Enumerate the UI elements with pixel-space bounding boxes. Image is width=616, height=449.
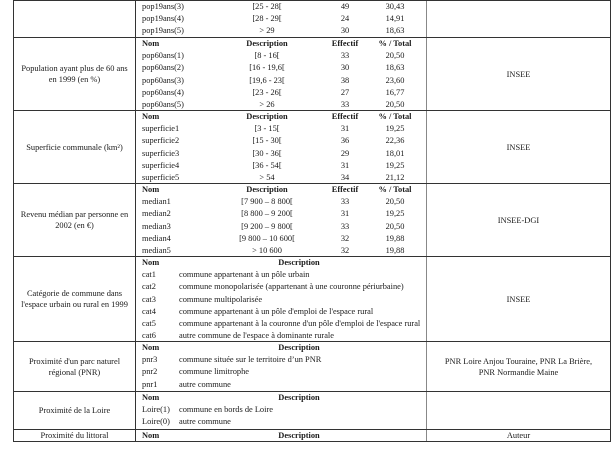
header-row: Nom Description Effectif % / Total <box>142 185 412 194</box>
source-cell <box>426 392 611 429</box>
table-row: median1 [7 900 – 8 800[ 33 20,50 <box>142 197 405 207</box>
modalities <box>136 257 426 341</box>
variable-label: Proximité de la Loire <box>13 392 136 429</box>
variable-label: Proximité du littoral <box>13 430 136 441</box>
header-row: Nom Description <box>142 393 320 402</box>
source-cell: Auteur <box>426 430 611 441</box>
modalities <box>136 430 426 441</box>
row-pop60 <box>13 38 611 111</box>
variable-label: Superficie communale (km²) <box>13 111 136 183</box>
table-row: cat1 commune appartenant à un pôle urbain <box>142 270 310 280</box>
table-row: median2 [8 800 – 9 200[ 31 19,25 <box>142 209 405 219</box>
table-row: pnr1 autre commune <box>142 379 231 389</box>
table-row: cat2 commune monopolarisée (appartenant à une couronne périurbaine) <box>142 282 404 292</box>
row-categorie <box>13 257 611 342</box>
row-superficie <box>13 111 611 184</box>
table-row: pop60ans(3) [19,6 - 23[ 38 23,60 <box>142 75 405 85</box>
table-row: median5 > 10 600 32 19,88 <box>142 245 405 255</box>
source-cell: INSEE-DGI <box>426 184 611 256</box>
table-row: median4 [9 800 – 10 600[ 32 19,88 <box>142 233 405 243</box>
variable-label: Catégorie de commune dans l'espace urbain ou rural en 1999 <box>13 257 136 341</box>
table-row: cat6 autre commune de l'espace à dominante rurale <box>142 331 334 341</box>
table-row: pop19ans(3) [25 - 28[ 49 30,43 <box>142 2 405 11</box>
modalities <box>136 1 426 37</box>
table-row: pop19ans(5) > 29 30 18,63 <box>142 26 405 36</box>
source-cell: INSEE <box>426 257 611 341</box>
table-row: pop60ans(2) [16 - 19,6[ 30 18,63 <box>142 63 405 73</box>
table-row: superficie4 [36 - 54[ 31 19,25 <box>142 160 405 170</box>
table-row: pnr2 commune limitrophe <box>142 367 250 377</box>
source-cell: INSEE <box>426 111 611 183</box>
table-row: superficie3 [30 - 36[ 29 18,01 <box>142 148 405 158</box>
source-cell: INSEE <box>426 38 611 110</box>
table-row: Loire(0) autre commune <box>142 417 231 427</box>
row-loire <box>13 392 611 430</box>
header-row: Nom Description <box>142 431 320 440</box>
modalities <box>136 38 426 110</box>
table-row: superficie1 [3 - 15[ 31 19,25 <box>142 124 405 134</box>
header-row: Nom Description Effectif % / Total <box>142 39 412 48</box>
table-row: Loire(1) commune en bords de Loire <box>142 405 273 415</box>
table-row: superficie5 > 54 34 21,12 <box>142 172 405 182</box>
variable-label: Population ayant plus de 60 ans en 1999 (en %) <box>13 38 136 110</box>
modalities <box>136 342 426 391</box>
row-littoral <box>13 430 611 442</box>
header-row: Nom Description <box>142 343 320 352</box>
variables-table <box>13 0 611 441</box>
variable-label: Proximité d'un parc naturel régional (PNR) <box>13 342 136 391</box>
table-row: pop60ans(1) [8 - 16[ 33 20,50 <box>142 51 405 61</box>
table-row: pop60ans(5) > 26 33 20,50 <box>142 99 405 109</box>
table-row: pnr3 commune située sur le territoire d’un PNR <box>142 355 322 365</box>
table-row: pop19ans(4) [28 - 29[ 24 14,91 <box>142 14 405 24</box>
modalities <box>136 184 426 256</box>
header-row: Nom Description <box>142 258 320 267</box>
table-row: median3 [9 200 – 9 800[ 33 20,50 <box>142 221 405 231</box>
table-row: cat5 commune appartenant à la couronne d'un pôle d'emploi de l'espace rural <box>142 318 421 328</box>
table-row: cat3 commune multipolarisée <box>142 294 263 304</box>
source-cell <box>426 1 611 37</box>
modalities <box>136 392 426 429</box>
header-row: Nom Description Effectif % / Total <box>142 112 412 121</box>
table-row: pop60ans(4) [23 - 26[ 27 16,77 <box>142 87 405 97</box>
row-median <box>13 184 611 257</box>
row-pop19 <box>13 0 611 38</box>
row-pnr <box>13 342 611 392</box>
variable-label <box>13 1 136 37</box>
table-row: superficie2 [15 - 30[ 36 22,36 <box>142 136 405 146</box>
source-cell: PNR Loire Anjou Touraine, PNR La Brière, PNR Normandie Maine <box>426 342 611 391</box>
table-row: cat4 commune appartenant à un pôle d'emploi de l'espace rural <box>142 306 374 316</box>
modalities <box>136 111 426 183</box>
variable-label: Revenu médian par personne en 2002 (en €) <box>13 184 136 256</box>
